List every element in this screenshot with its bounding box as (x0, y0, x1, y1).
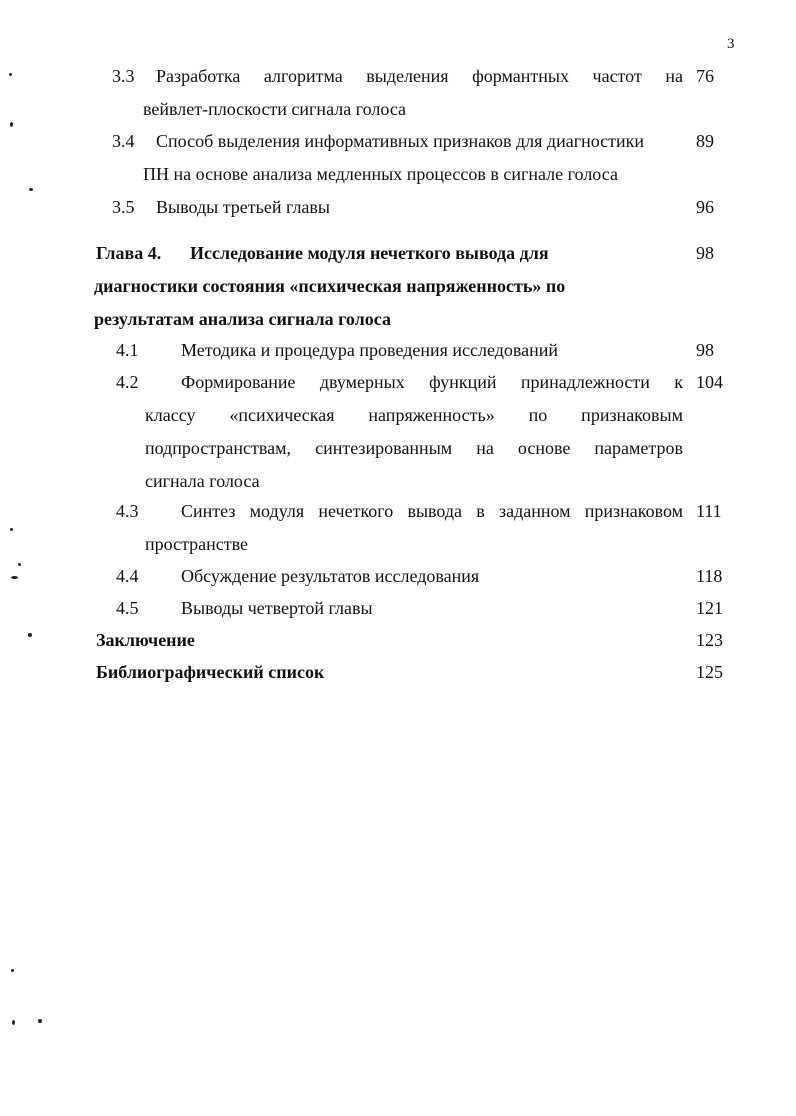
toc-entry-title-line: Способ выделения информативных признаков для диагностики (156, 131, 645, 151)
toc-entry-page: 98 (696, 340, 714, 360)
toc-entry-page: 111 (696, 501, 722, 521)
toc-entry-title-line: Формирование двумерных функций принадлежности к (181, 372, 683, 392)
toc-entry-number: 3.3 (112, 66, 135, 86)
toc-entry-number: 3.4 (112, 131, 135, 151)
toc-entry-page: 98 (696, 243, 714, 263)
toc-entry-title-line: классу «психическая напряженность» по признаковым (145, 405, 683, 425)
toc-entry-title-line: результатам анализа сигнала голоса (94, 309, 391, 329)
scan-speck (12, 1020, 15, 1025)
toc-entry-page: 121 (696, 598, 723, 618)
toc-entry-title-line: вейвлет-плоскости сигнала голоса (143, 99, 407, 119)
toc-entry-page: 89 (696, 131, 714, 151)
toc-entry-page: 118 (696, 566, 723, 586)
toc-entry-title-line: Заключение (96, 630, 195, 650)
toc-entry-number: 4.1 (116, 340, 139, 360)
toc-entry-title-line: Разработка алгоритма выделения формантных частот на (156, 66, 683, 86)
scan-speck (18, 563, 21, 566)
scan-speck (28, 633, 32, 637)
scan-speck (10, 122, 13, 127)
toc-entry-title-line: Обсуждение результатов исследования (181, 566, 480, 586)
toc-entry-title-line: подпространствам, синтезированным на основе параметров (145, 438, 683, 458)
toc-entry-title-line: диагностики состояния «психическая напряженность» по (94, 276, 566, 296)
toc-entry-title-line: сигнала голоса (145, 471, 260, 491)
toc-entry-page: 125 (696, 662, 723, 682)
scan-speck (11, 576, 18, 579)
toc-entry-page: 76 (696, 66, 714, 86)
scan-speck (38, 1019, 42, 1023)
scan-speck (29, 188, 33, 191)
toc-entry-number: 4.2 (116, 372, 139, 392)
toc-entry-title-line: Исследование модуля нечеткого вывода для (190, 243, 549, 263)
toc-entry-title-line: Синтез модуля нечеткого вывода в заданном признаковом (181, 501, 683, 521)
toc-entry-title-line: ПН на основе анализа медленных процессов в сигнале голоса (143, 164, 618, 184)
toc-entry-number: 4.5 (116, 598, 139, 618)
toc-entry-title-line: Выводы третьей главы (156, 197, 331, 217)
toc-entry-number: 3.5 (112, 197, 135, 217)
toc-entry-page: 96 (696, 197, 714, 217)
toc-entry-number: 4.3 (116, 501, 139, 521)
toc-entry-title-line: Методика и процедура проведения исследований (181, 340, 559, 360)
toc-entry-page: 104 (696, 372, 723, 392)
page-number: 3 (727, 36, 735, 52)
scan-speck (9, 73, 12, 76)
toc-entry-title-line: Библиографический список (96, 662, 325, 682)
toc-entry-number: 4.4 (116, 566, 139, 586)
toc-entry-title-line: Выводы четвертой главы (181, 598, 373, 618)
toc-entry-title-line: пространстве (145, 534, 249, 554)
scan-speck (11, 969, 14, 972)
toc-entry-number: Глава 4. (96, 243, 162, 263)
toc-entry-page: 123 (696, 630, 723, 650)
scan-speck (10, 528, 13, 531)
